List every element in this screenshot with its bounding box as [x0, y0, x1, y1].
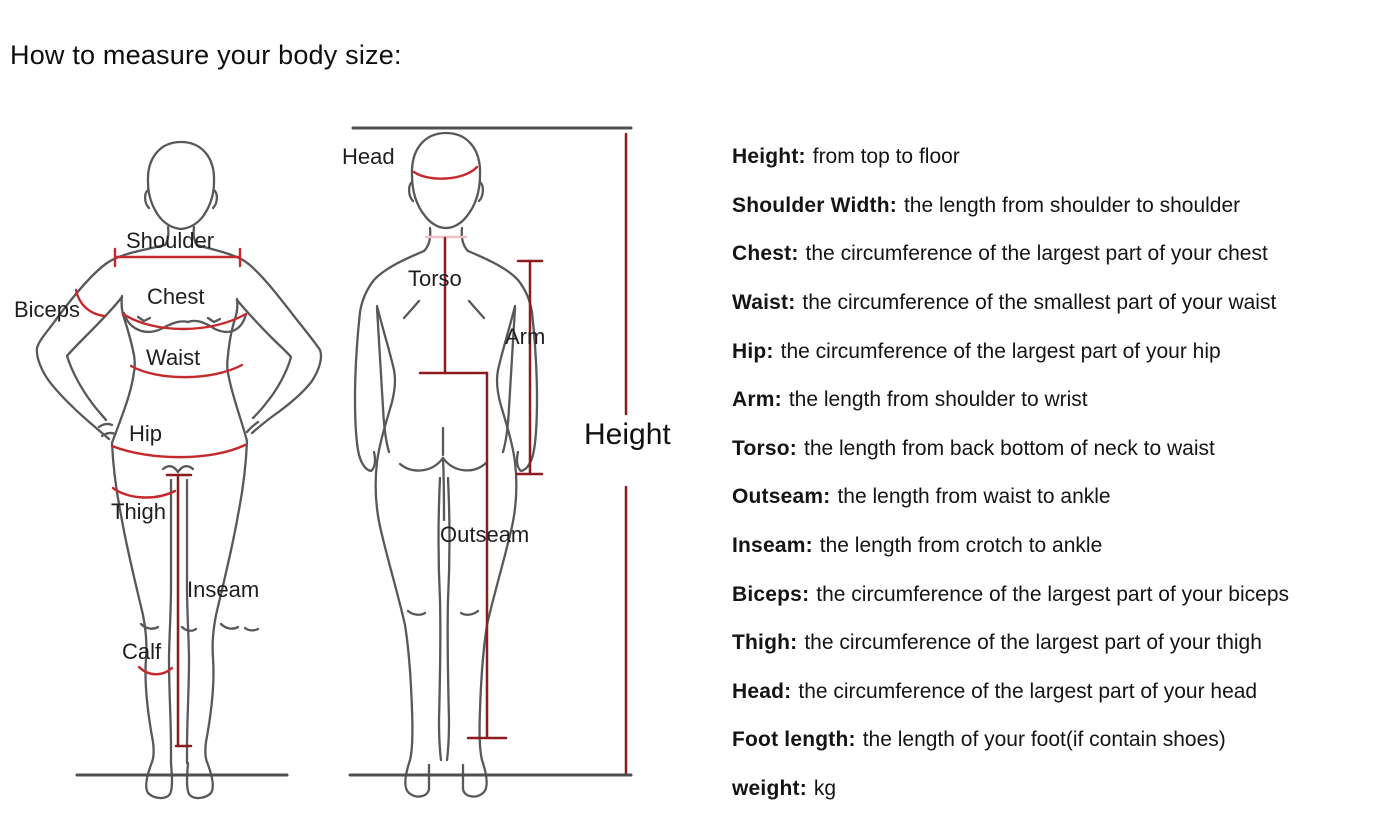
definition-text: the circumference of the largest part of your hip — [780, 339, 1221, 363]
definition-text: the circumference of the largest part of your chest — [805, 242, 1268, 266]
definition-row-height — [732, 133, 1289, 182]
label-height: Height — [584, 418, 671, 451]
definition-row-arm — [732, 376, 1289, 425]
definition-term: Arm: — [732, 388, 782, 412]
definition-term: Head: — [732, 679, 792, 703]
label-biceps: Biceps — [14, 297, 81, 322]
definition-term: Height: — [732, 145, 806, 169]
definition-row-biceps — [732, 570, 1289, 619]
definition-text: the circumference of the smallest part of your waist — [802, 291, 1277, 315]
label-outseam: Outseam — [440, 522, 530, 547]
definition-text: the length from shoulder to shoulder — [903, 193, 1241, 217]
label-inseam: Inseam — [187, 577, 260, 602]
front-measure-lines — [76, 249, 246, 746]
label-calf: Calf — [122, 639, 162, 664]
definition-term: Hip: — [732, 339, 774, 363]
label-torso: Torso — [408, 266, 462, 291]
definition-row-weight — [732, 765, 1289, 814]
definition-term: Thigh: — [732, 631, 798, 655]
definition-row-chest — [732, 230, 1289, 279]
label-head: Head — [342, 144, 395, 169]
definition-text: the length of your foot(if contain shoes) — [862, 728, 1226, 752]
definition-text: kg — [813, 777, 837, 801]
definition-term: Chest: — [732, 242, 799, 266]
definition-term: Outseam: — [732, 485, 831, 509]
definition-row-inseam — [732, 522, 1289, 571]
definition-term: weight: — [732, 777, 807, 801]
definition-row-torso — [732, 425, 1289, 474]
definition-term: Waist: — [732, 291, 796, 315]
definition-row-waist — [732, 279, 1289, 328]
label-chest: Chest — [147, 284, 205, 309]
back-figure-outline — [353, 128, 631, 796]
definition-text: the circumference of the largest part of your thigh — [804, 631, 1262, 655]
definitions-list — [732, 133, 1289, 813]
definition-term: Shoulder Width: — [732, 193, 897, 217]
definition-term: Inseam: — [732, 534, 813, 558]
label-waist: Waist — [146, 345, 201, 370]
label-shoulder: Shoulder — [126, 228, 215, 253]
definition-row-hip — [732, 327, 1289, 376]
page-title: How to measure your body size: — [10, 40, 402, 70]
definition-text: the length from back bottom of neck to waist — [803, 436, 1215, 460]
label-hip: Hip — [129, 421, 163, 446]
definition-term: Biceps: — [732, 582, 810, 606]
definition-row-shoulder-width — [732, 182, 1289, 231]
definition-text: the circumference of the largest part of your head — [798, 679, 1258, 703]
definition-text: the length from shoulder to wrist — [788, 388, 1088, 412]
definition-row-thigh — [732, 619, 1289, 668]
definition-row-head — [732, 668, 1289, 717]
definition-text: the circumference of the largest part of your biceps — [816, 582, 1290, 606]
label-thigh: Thigh — [111, 499, 167, 524]
definition-row-outseam — [732, 473, 1289, 522]
label-arm: Arm — [505, 324, 546, 349]
definition-row-foot-length — [732, 716, 1289, 765]
definition-text: the length from waist to ankle — [837, 485, 1111, 509]
definition-text: the length from crotch to ankle — [819, 534, 1103, 558]
definition-text: from top to floor — [812, 145, 960, 169]
back-measure-lines — [414, 134, 626, 775]
definition-term: Torso: — [732, 436, 797, 460]
definition-term: Foot length: — [732, 728, 856, 752]
